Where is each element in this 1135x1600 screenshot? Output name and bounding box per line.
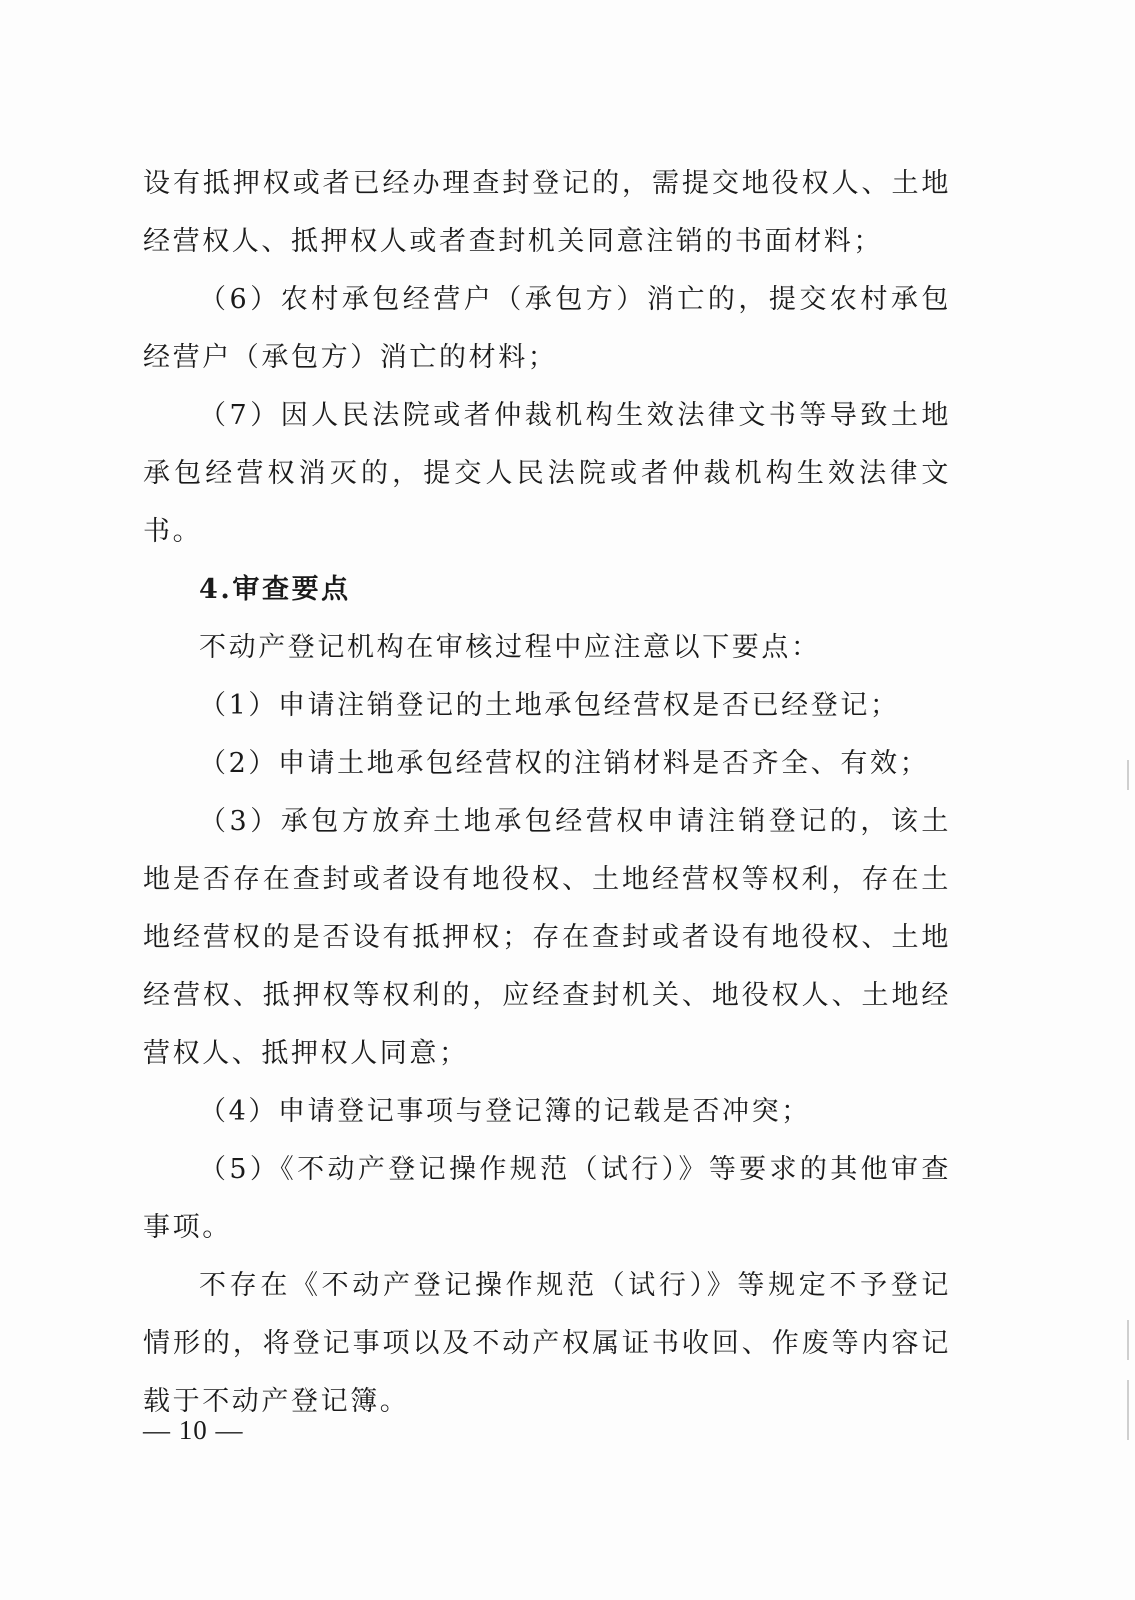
paragraph-item-6: （6）农村承包经营户（承包方）消亡的，提交农村承包经营户（承包方）消亡的材料；: [143, 284, 951, 373]
paragraph-point-4: （4）申请登记事项与登记簿的记载是否冲突；: [199, 1096, 811, 1127]
paragraph-intro: 不动产登记机构在审核过程中应注意以下要点：: [199, 632, 821, 663]
paragraph-point-2: （2）申请土地承包经营权的注销材料是否齐全、有效；: [199, 748, 930, 779]
document-body: [143, 155, 951, 1431]
paragraph-point-3: （3）承包方放弃土地承包经营权申请注销登记的，该土地是否存在查封或者设有地役权、土地经营权等权利，存在土地经营权的是否设有抵押权；存在查封或者设有地役权、土地经营权、抵押权等权利的，应经查封机关、地役权人、土地经营权人、抵押权人同意；: [143, 806, 951, 1069]
paragraph-item-7: （7）因人民法院或者仲裁机构生效法律文书等导致土地承包经营权消灭的，提交人民法院或者仲裁机构生效法律文书。: [143, 400, 951, 547]
page-number: — 10 —: [143, 1415, 244, 1445]
scan-edge-mark: [1127, 760, 1129, 790]
paragraph-point-1: （1）申请注销登记的土地承包经营权是否已经登记；: [199, 690, 900, 721]
paragraph-point-5: （5）《不动产登记操作规范（试行）》等要求的其他审查事项。: [143, 1154, 951, 1243]
paragraph-continuation: 设有抵押权或者已经办理查封登记的，需提交地役权人、土地经营权人、抵押权人或者查封机关同意注销的书面材料；: [143, 168, 951, 257]
scan-edge-mark: [1127, 1380, 1129, 1440]
paragraph-closing: 不存在《不动产登记操作规范（试行）》等规定不予登记情形的，将登记事项以及不动产权属证书收回、作废等内容记载于不动产登记簿。: [143, 1270, 951, 1417]
scan-edge-mark: [1127, 1320, 1129, 1360]
section-heading: 4.审查要点: [199, 574, 351, 605]
